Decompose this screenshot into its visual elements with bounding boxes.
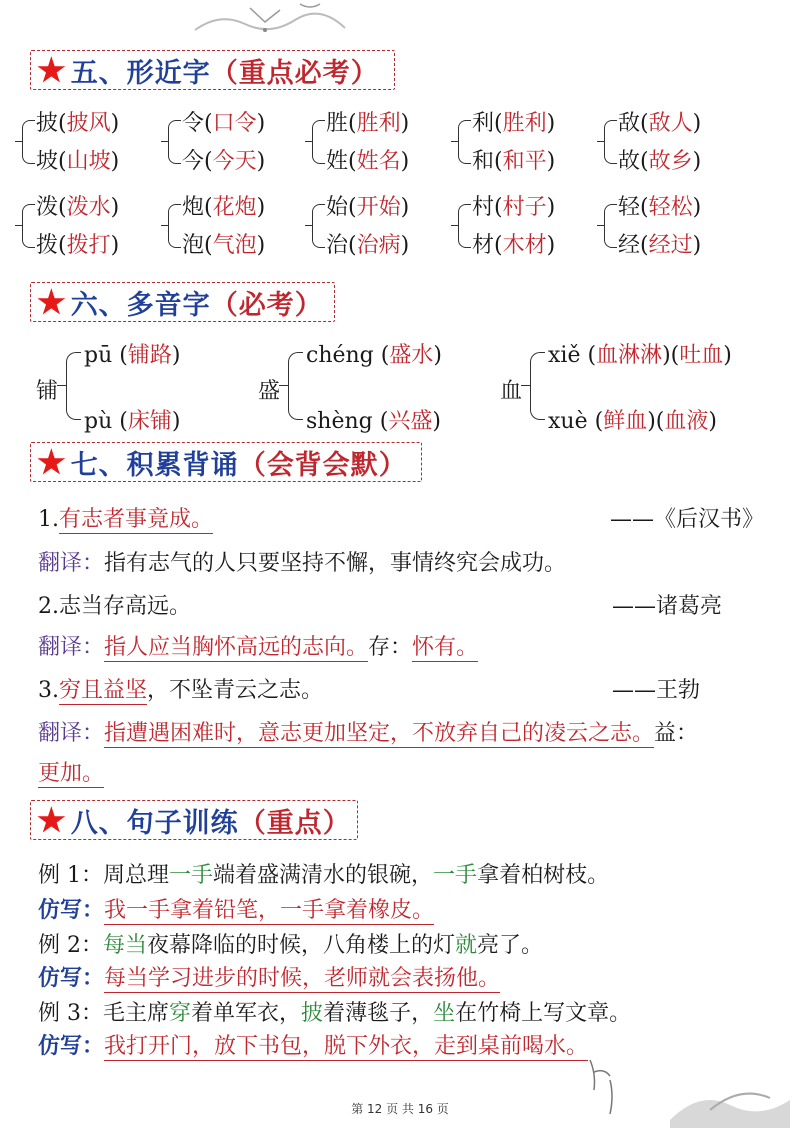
similar-char-line: 泼(泼水) (36, 195, 120, 220)
section-note: 会背会默 (266, 449, 379, 481)
polyphone-reading-1: xiě (血淋淋)(吐血) (548, 343, 732, 368)
similar-char-line: 坡(山坡) (36, 149, 120, 174)
paren-open: （ (210, 57, 239, 89)
brace (168, 120, 181, 164)
similar-char-line: 故(故乡) (618, 149, 702, 174)
brace (458, 204, 471, 248)
section-note: 必考 (238, 289, 295, 321)
section-header-sentences (30, 800, 358, 840)
recitation-2-source: ——诸葛亮 (612, 594, 723, 619)
brace (530, 352, 545, 420)
paren-close: ） (350, 57, 379, 89)
paren-close: ） (294, 289, 323, 321)
similar-char-line: 材(木材) (472, 233, 556, 258)
similar-char-line: 泡(气泡) (182, 233, 266, 258)
imitation-3: 仿写：我打开门，放下书包，脱下外衣，走到桌前喝水。 (38, 1033, 589, 1059)
section-note: 重点 (266, 807, 323, 839)
recitation-3-source: ——王勃 (612, 678, 701, 703)
similar-char-line: 姓(姓名) (326, 149, 410, 174)
brace (288, 352, 303, 420)
brace (458, 120, 471, 164)
recitation-3-translation-cont: 更加。 (38, 761, 105, 786)
star-icon: ★ (37, 443, 67, 481)
paren-close: ） (322, 807, 351, 839)
similar-char-pair (312, 112, 442, 192)
polyphone-char: 盛 (258, 379, 281, 404)
similar-char-pair (604, 112, 734, 192)
brace (312, 204, 325, 248)
recitation-3: 3.穷且益坚，不坠青云之志。 (38, 678, 324, 703)
polyphone-pu (36, 343, 266, 434)
section-title: 八、句子训练 (70, 807, 239, 839)
polyphone-reading-1: pū (铺路) (84, 343, 181, 368)
similar-char-pair (312, 196, 442, 276)
brace (22, 120, 35, 164)
star-icon: ★ (37, 801, 67, 839)
similar-char-line: 轻(轻松) (618, 195, 702, 220)
star-icon: ★ (37, 51, 67, 89)
similar-char-line: 治(治病) (326, 233, 410, 258)
similar-char-line: 利(胜利) (472, 111, 556, 136)
brace (22, 204, 35, 248)
recitation-3-translation: 翻译：指遭遇困难时，意志更加坚定，不放弃自己的凌云之志。益： (38, 721, 699, 746)
recitation-2-translation: 翻译：指人应当胸怀高远的志向。存：怀有。 (38, 635, 479, 660)
example-2: 例 2：每当夜幕降临的时候，八角楼上的灯就亮了。 (38, 933, 544, 958)
similar-char-line: 披(披风) (36, 111, 120, 136)
example-3: 例 3：毛主席穿着单军衣，披着薄毯子，坐在竹椅上写文章。 (38, 1001, 632, 1026)
section-note: 重点必考 (238, 57, 351, 89)
brace (604, 204, 617, 248)
similar-char-line: 和(和平) (472, 149, 556, 174)
star-icon: ★ (37, 283, 67, 321)
section-header-similar-chars (30, 50, 395, 90)
similar-char-line: 村(村子) (472, 195, 556, 220)
recitation-1-translation: 翻译：指有志气的人只要坚持不懈，事情终究会成功。 (38, 551, 567, 576)
similar-char-pair (458, 196, 588, 276)
imitation-1: 仿写：我一手拿着铅笔，一手拿着橡皮。 (38, 897, 435, 923)
similar-char-line: 炮(花炮) (182, 195, 266, 220)
similar-char-pair (604, 196, 734, 276)
decor-mountain-crane-bottom-icon (580, 1050, 795, 1130)
imitation-2: 仿写：每当学习进步的时候，老师就会表扬他。 (38, 965, 501, 991)
page-footer: 第 12 页 共 16 页 (351, 1102, 449, 1116)
recitation-text: 有志者事竟成。 (59, 507, 214, 532)
brace (66, 352, 81, 420)
polyphone-reading-2: shèng (兴盛) (306, 409, 441, 434)
similar-char-line: 胜(胜利) (326, 111, 410, 136)
brace (604, 120, 617, 164)
polyphone-char: 铺 (36, 379, 59, 404)
similar-char-pair (22, 196, 152, 276)
decor-mountain-crane-top-icon (190, 0, 350, 50)
similar-char-line: 敌(敌人) (618, 111, 702, 136)
polyphone-xue (500, 343, 795, 434)
example-1: 例 1：周总理一手端着盛满清水的银碗，一手拿着柏树枝。 (38, 863, 610, 888)
section-title: 七、积累背诵 (70, 449, 239, 481)
recitation-1: 1.有志者事竟成。 (38, 507, 214, 532)
polyphone-reading-2: xuè (鲜血)(血液) (548, 409, 717, 434)
section-header-polyphones (30, 282, 335, 322)
similar-char-line: 拨(拨打) (36, 233, 120, 258)
similar-char-line: 今(今天) (182, 149, 266, 174)
similar-char-pair (168, 196, 298, 276)
polyphone-reading-1: chéng (盛水) (306, 343, 442, 368)
section-title: 五、形近字 (70, 57, 211, 89)
paren-close: ） (378, 449, 407, 481)
polyphone-reading-2: pù (床铺) (84, 409, 181, 434)
section-header-recitation (30, 442, 422, 482)
paren-open: （ (210, 289, 239, 321)
recitation-1-source: ——《后汉书》 (610, 507, 765, 532)
section-title: 六、多音字 (70, 289, 211, 321)
polyphone-char: 血 (500, 379, 523, 404)
brace (168, 204, 181, 248)
similar-char-pair (168, 112, 298, 192)
similar-char-line: 令(口令) (182, 111, 266, 136)
similar-char-line: 始(开始) (326, 195, 410, 220)
similar-char-pair (22, 112, 152, 192)
polyphone-cheng (258, 343, 498, 434)
similar-char-pair (458, 112, 588, 192)
paren-open: （ (238, 807, 267, 839)
paren-open: （ (238, 449, 267, 481)
brace (312, 120, 325, 164)
recitation-2: 2.志当存高远。 (38, 594, 192, 619)
similar-char-line: 经(经过) (618, 233, 702, 258)
